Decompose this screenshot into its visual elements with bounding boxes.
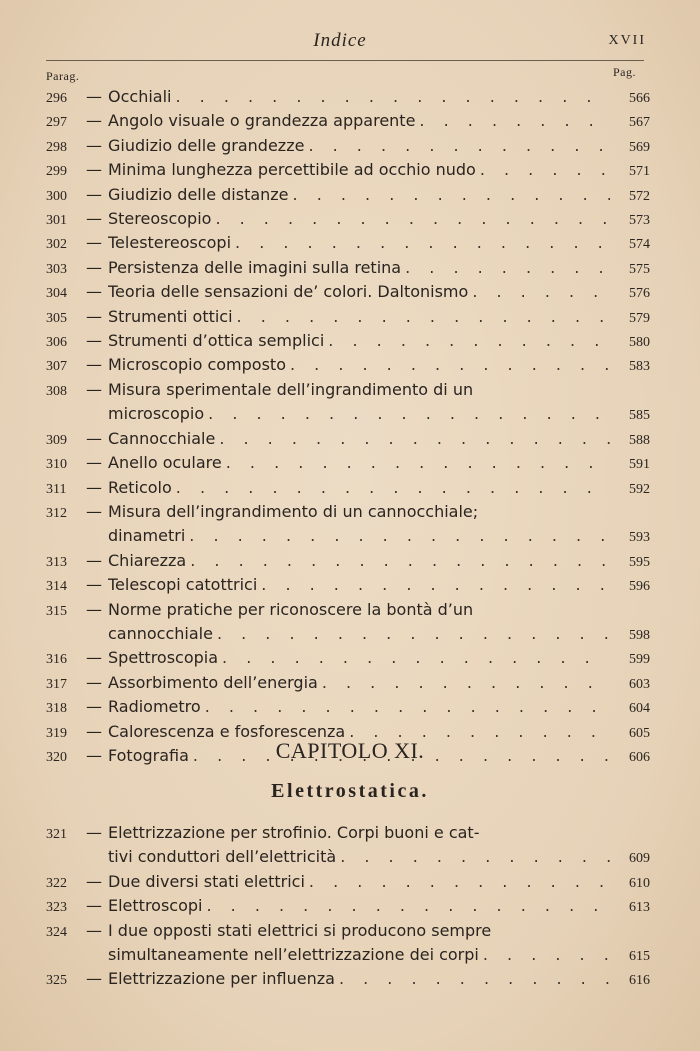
entry-title: Giudizio delle distanze . . . [108,184,610,206]
toc-entry [46,208,650,232]
toc-list-chapter-x [46,86,650,769]
paragraph-number: 297 [46,115,67,131]
page-number: 575 [629,261,650,277]
leader-dots [340,846,610,868]
toc-entry [46,574,650,598]
entry-dash: — [86,969,102,989]
toc-entry [46,330,650,354]
leader-dots [308,135,610,157]
toc-entry [46,452,650,476]
entry-title: Persistenza delle imagini sulla retina . . . [108,257,610,279]
page-number: 573 [629,213,650,229]
leader-dots [235,232,610,254]
entry-dash: — [86,257,102,277]
leader-dots [290,354,610,376]
chapter-subtitle: Elettrostatica. [271,780,429,802]
page-number: 615 [629,949,650,965]
paragraph-number: 319 [46,725,67,741]
toc-entry [46,135,650,159]
page-number: 596 [629,579,650,595]
paragraph-number: 324 [46,924,67,940]
paragraph-number: 321 [46,827,67,842]
entry-dash: — [86,871,102,891]
paragraph-number: 311 [46,481,67,497]
leader-dots [205,696,610,718]
toc-entry [46,184,650,208]
paragraph-number: 309 [46,432,67,448]
entry-dash: — [86,599,102,619]
leader-dots [472,281,610,303]
entry-title: Assorbimento dell’energia . . . [108,672,610,694]
entry-title: Calorescenza e fosforescenza . . . [108,721,610,743]
page-number: 567 [629,115,650,131]
entry-dash: — [86,355,102,375]
toc-entry [46,354,650,378]
entry-title: Angolo visuale o grandezza apparente . . . [108,110,610,132]
page-number: 591 [629,457,650,473]
paragraph-number: 306 [46,335,67,351]
entry-title: Stereoscopio . . . [108,208,610,230]
paragraph-number: 303 [46,261,67,277]
entry-dash: — [86,453,102,473]
page-number: 569 [629,139,650,155]
leader-dots [222,647,610,669]
paragraph-number: 318 [46,701,67,717]
paragraph-number: 317 [46,676,67,692]
page-number: 572 [629,188,650,204]
entry-dash: — [86,428,102,448]
entry-dash: — [86,379,102,399]
paragraph-number: 304 [46,286,67,302]
leader-dots [293,184,610,206]
leader-dots [226,452,610,474]
toc-entry [46,428,650,452]
leader-dots [175,86,610,108]
toc-entry [46,550,650,574]
toc-entry [46,281,650,305]
leader-dots [217,623,610,645]
page-number: 583 [629,359,650,375]
page-number: 580 [629,335,650,351]
entry-dash: — [86,282,102,302]
leader-dots [339,968,610,990]
page-number: 605 [629,725,650,741]
entry-title-continuation: dinametri . . . [108,525,610,547]
paragraph-number: 308 [46,383,67,399]
entry-title-continuation: simultaneamente nell’elettrizzazione dei corpi . . . [108,944,610,966]
page-number: 604 [629,701,650,717]
entry-dash: — [86,209,102,229]
entry-dash: — [86,306,102,326]
entry-title: Misura sperimentale dell’ingrandimento di un [108,379,474,399]
toc-entry-continuation [46,944,650,968]
page-number: 603 [629,676,650,692]
entry-title: Anello oculare . . . [108,452,610,474]
paragraph-number: 296 [46,91,67,106]
paragraph-number: 301 [46,213,67,229]
page-number: 609 [629,851,650,867]
entry-dash: — [86,87,102,106]
entry-dash: — [86,233,102,253]
entry-dash: — [86,331,102,351]
entry-dash: — [86,135,102,155]
entry-title: Radiometro . . . [108,696,610,718]
entry-dash: — [86,477,102,497]
toc-entry [46,599,650,623]
entry-title: Norme pratiche per riconoscere la bontà d’un [108,599,474,619]
entry-title: Reticolo . . . [108,477,610,499]
entry-dash: — [86,672,102,692]
page-number: 592 [629,481,650,497]
entry-dash: — [86,697,102,717]
paragraph-number: 302 [46,237,67,253]
paragraph-number: 310 [46,457,67,473]
paragraph-number: 315 [46,603,67,619]
toc-entry [46,895,650,919]
entry-dash: — [86,721,102,741]
leader-dots [208,403,610,425]
page-number: 599 [629,652,650,668]
toc-entry [46,822,650,846]
toc-entry-continuation [46,525,650,549]
entry-title: Strumenti d’ottica semplici . . . [108,330,610,352]
toc-entry [46,110,650,134]
entry-dash: — [86,111,102,131]
toc-entry [46,672,650,696]
paragraph-number: 312 [46,505,67,521]
entry-dash: — [86,745,102,765]
leader-dots [219,428,610,450]
toc-entry [46,968,650,992]
header-rule [46,60,644,61]
paragraph-number: 307 [46,359,67,375]
page-number: 588 [629,432,650,448]
entry-dash: — [86,501,102,521]
entry-title: Strumenti ottici . . . [108,306,610,328]
page-number: 571 [629,164,650,180]
entry-title-continuation: tivi conduttori dell’elettricità . . . [108,846,610,868]
page-number: 613 [629,900,650,916]
paragraph-number: 320 [46,749,67,765]
paragraph-number: 314 [46,579,67,595]
page-number: 616 [629,973,650,989]
entry-dash: — [86,648,102,668]
toc-list-chapter-xi [46,822,650,993]
entry-title: Teoria delle sensazioni de’ colori. Daltonismo . . . [108,281,610,303]
paragraph-number: 305 [46,310,67,326]
entry-title-continuation: cannocchiale . . . [108,623,610,645]
leader-dots [190,550,610,572]
leader-dots [328,330,610,352]
page-number: 595 [629,554,650,570]
toc-entry [46,647,650,671]
toc-entry-continuation [46,846,650,870]
leader-dots [261,574,610,596]
leader-dots [419,110,610,132]
leader-dots [480,159,610,181]
leader-dots [215,208,610,230]
toc-entry [46,920,650,944]
page-number: 606 [629,749,650,765]
toc-entry [46,257,650,281]
entry-title: Due diversi stati elettrici . . . [108,871,610,893]
toc-entry [46,232,650,256]
entry-dash: — [86,550,102,570]
toc-entry [46,379,650,403]
toc-entry-continuation [46,403,650,427]
leader-dots [405,257,610,279]
running-head [0,30,700,54]
entry-title: Microscopio composto . . . [108,354,610,376]
leader-dots [206,895,610,917]
page-number: 593 [629,530,650,546]
entry-title: Spettroscopia . . . [108,647,610,669]
entry-dash: — [86,920,102,940]
paragraph-number: 316 [46,652,67,668]
toc-entry [46,306,650,330]
toc-entry [46,159,650,183]
entry-title: Telestereoscopi . . . [108,232,610,254]
leader-dots [309,871,610,893]
entry-title: Giudizio delle grandezze . . . [108,135,610,157]
page-number: 585 [629,408,650,424]
entry-title: Occhiali . . . [108,86,610,108]
entry-title: Elettroscopi . . . [108,895,610,917]
entry-dash: — [86,184,102,204]
entry-title: Elettrizzazione per influenza . . . [108,968,610,990]
leader-dots [237,306,610,328]
entry-title: Telescopi catottrici . . . [108,574,610,596]
entry-dash: — [86,823,102,842]
leader-dots [189,525,610,547]
leader-dots [483,944,610,966]
paragraph-number: 322 [46,875,67,891]
page-number: 598 [629,627,650,643]
page-number: 610 [629,875,650,891]
paragraph-number: 325 [46,973,67,989]
paragraph-number: 300 [46,188,67,204]
paragraph-number: 298 [46,139,67,155]
entry-title: I due opposti stati elettrici si producono sempre [108,920,492,940]
entry-dash: — [86,575,102,595]
toc-entry [46,871,650,895]
toc-entry [46,696,650,720]
entry-title: Cannocchiale . . . [108,428,610,450]
entry-title: Elettrizzazione per strofinio. Corpi buoni e cat- [108,823,480,842]
chapter-heading: CAPITOLO XI. [275,738,425,763]
leader-dots [322,672,610,694]
entry-title: Fotografia . . . [108,745,610,767]
paragraph-number: 313 [46,554,67,570]
running-head-title: Indice [313,30,367,51]
leader-dots [176,477,610,499]
paragraph-number: 323 [46,900,67,916]
column-head-pag: Pag. [613,65,636,79]
toc-entry [46,86,650,110]
entry-title: Misura dell’ingrandimento di un cannocchiale; [108,501,479,521]
paragraph-number: 299 [46,164,67,180]
running-head-page-number: XVII [608,33,646,48]
column-head-parag: Parag. [46,69,80,83]
page-number: 574 [629,237,650,253]
toc-entry [46,501,650,525]
entry-title: Chiarezza . . . [108,550,610,572]
toc-entry [46,477,650,501]
page-number: 576 [629,286,650,302]
entry-title-continuation: microscopio . . . [108,403,610,425]
page-number: 579 [629,310,650,326]
entry-dash: — [86,896,102,916]
entry-dash: — [86,160,102,180]
page-number: 566 [629,91,650,106]
entry-title: Minima lunghezza percettibile ad occhio nudo . . . [108,159,610,181]
toc-entry-continuation [46,623,650,647]
